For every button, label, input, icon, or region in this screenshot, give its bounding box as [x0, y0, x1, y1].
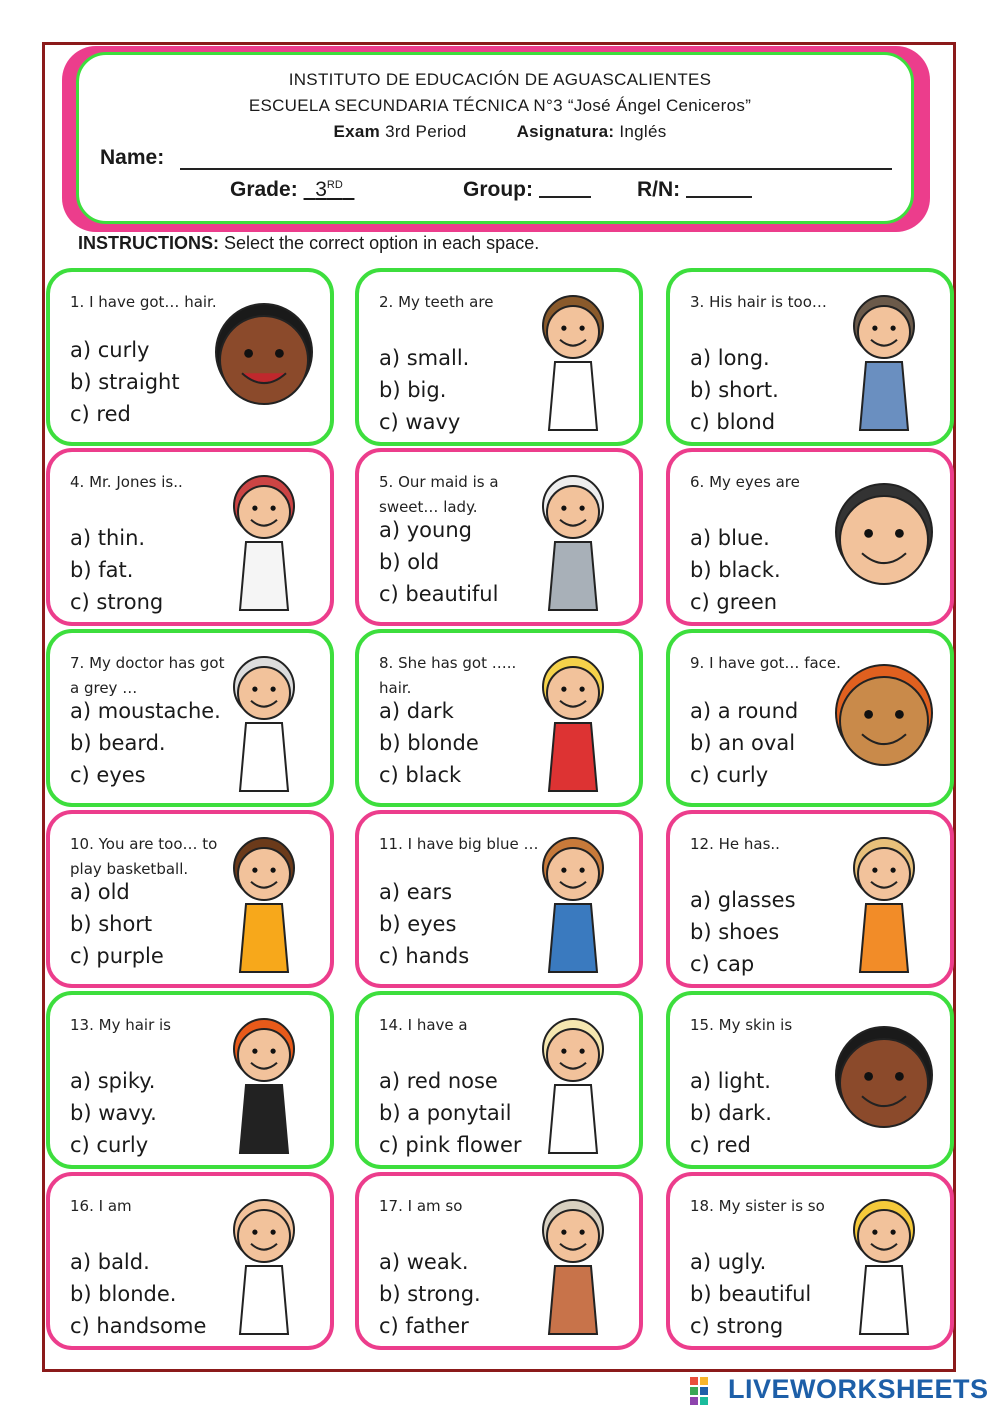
dark-skin-boy-illustration	[822, 1013, 940, 1155]
answer-option[interactable]: a) thin.	[70, 526, 146, 550]
answer-option[interactable]: a) spiky.	[70, 1069, 156, 1093]
question-prompt: 16. I am	[70, 1197, 132, 1215]
blonde-woman-gardening-illustration	[511, 651, 629, 793]
answer-option[interactable]: b) dark.	[690, 1101, 772, 1125]
answer-option[interactable]: a) long.	[690, 346, 770, 370]
answer-option[interactable]: b) fat.	[70, 558, 134, 582]
answer-option[interactable]: c) black	[379, 763, 462, 787]
answer-options	[70, 876, 164, 972]
answer-option[interactable]: a) young	[379, 518, 472, 542]
question-prompt: 17. I am so	[379, 1197, 463, 1215]
answer-option[interactable]: b) short.	[690, 378, 779, 402]
question-card-4	[46, 448, 334, 626]
answer-option[interactable]: a) dark	[379, 699, 454, 723]
answer-option[interactable]: c) pink flower	[379, 1133, 522, 1157]
group-blank[interactable]	[539, 178, 591, 198]
answer-options	[690, 342, 779, 438]
answer-options	[690, 695, 798, 791]
grade-label: Grade:	[230, 178, 298, 201]
answer-options	[70, 695, 221, 791]
question-prompt: 11. I have big blue …	[379, 835, 539, 853]
fat-man-on-scale-illustration	[202, 470, 320, 612]
answer-options	[690, 884, 796, 980]
answer-option[interactable]: c) curly	[690, 763, 769, 787]
instructions-label: INSTRUCTIONS:	[78, 233, 219, 253]
answer-option[interactable]: b) strong.	[379, 1282, 481, 1306]
answer-option[interactable]: c) handsome	[70, 1314, 207, 1338]
answer-option[interactable]: c) curly	[70, 1133, 149, 1157]
question-card-16	[46, 1172, 334, 1350]
question-prompt: 7. My doctor has got a grey …	[70, 654, 225, 697]
answer-options	[379, 1246, 481, 1342]
curly-hair-boy-illustration	[202, 290, 320, 432]
bald-man-goatee-illustration	[822, 470, 940, 612]
name-field[interactable]	[180, 168, 892, 170]
exam-label: Exam	[333, 122, 381, 141]
bald-man-bowtie-illustration	[202, 1194, 320, 1336]
question-prompt: 15. My skin is	[690, 1016, 793, 1034]
answer-option[interactable]: c) wavy	[379, 410, 461, 434]
rn-field[interactable]	[637, 178, 752, 202]
question-prompt: 4. Mr. Jones is..	[70, 473, 183, 491]
answer-option[interactable]: b) blonde.	[70, 1282, 177, 1306]
answer-option[interactable]: b) shoes	[690, 920, 780, 944]
answer-options	[379, 514, 498, 610]
boy-with-cap-illustration	[511, 832, 629, 974]
question-card-8	[355, 629, 643, 807]
answer-option[interactable]: b) a ponytail	[379, 1101, 512, 1125]
question-card-3	[666, 268, 954, 446]
answer-option[interactable]: b) black.	[690, 558, 781, 582]
question-card-12	[666, 810, 954, 988]
big-teeth-man-illustration	[511, 290, 629, 432]
question-prompt: 3. His hair is too…	[690, 293, 827, 311]
question-card-5	[355, 448, 643, 626]
question-prompt: 10. You are too… to play basketball.	[70, 835, 218, 878]
blonde-girl-ponytail-illustration	[822, 1194, 940, 1336]
answer-option[interactable]: a) red nose	[379, 1069, 498, 1093]
answer-option[interactable]: a) blue.	[690, 526, 770, 550]
answer-options	[690, 522, 781, 618]
answer-option[interactable]: c) blond	[690, 410, 776, 434]
answer-option[interactable]: b) eyes	[379, 912, 457, 936]
answer-option[interactable]: b) beautiful	[690, 1282, 812, 1306]
answer-option[interactable]: c) red	[690, 1133, 751, 1157]
answer-option[interactable]: a) a round	[690, 699, 799, 723]
answer-option[interactable]: c) red	[70, 402, 131, 426]
question-prompt: 6. My eyes are	[690, 473, 800, 491]
long-hair-man-illustration	[822, 290, 940, 432]
grade-field	[230, 178, 354, 202]
answer-option[interactable]: a) ears	[379, 880, 453, 904]
old-lady-ironing-illustration	[511, 470, 629, 612]
answer-option[interactable]: c) purple	[70, 944, 164, 968]
answer-option[interactable]: c) strong	[70, 590, 164, 614]
answer-option[interactable]: a) small.	[379, 346, 470, 370]
doctor-moustache-illustration	[202, 651, 320, 793]
question-prompt: 13. My hair is	[70, 1016, 171, 1034]
name-label: Name:	[100, 146, 165, 169]
answer-option[interactable]: c) cap	[690, 952, 755, 976]
answer-option[interactable]: a) moustache.	[70, 699, 221, 723]
answer-option[interactable]: c) father	[379, 1314, 469, 1338]
institute-name: INSTITUTO DE EDUCACIÓN DE AGUASCALIENTES	[288, 70, 712, 89]
question-prompt: 9. I have got… face.	[690, 654, 841, 672]
question-prompt: 2. My teeth are	[379, 293, 494, 311]
answer-option[interactable]: a) weak.	[379, 1250, 469, 1274]
tall-and-short-kids-illustration	[202, 832, 320, 974]
question-prompt: 1. I have got… hair.	[70, 293, 217, 311]
answer-option[interactable]: a) ugly.	[690, 1250, 767, 1274]
girl-with-flower-illustration	[511, 1013, 629, 1155]
liveworksheets-wordmark: LIVEWORKSHEETS	[728, 1374, 989, 1404]
question-prompt: 8. She has got ….. hair.	[379, 654, 517, 697]
rn-label: R/N:	[637, 178, 681, 201]
question-card-7	[46, 629, 334, 807]
question-card-9	[666, 629, 954, 807]
answer-option[interactable]: a) light.	[690, 1069, 771, 1093]
question-prompt: 12. He has..	[690, 835, 780, 853]
answer-option[interactable]: b) big.	[379, 378, 447, 402]
grade-value: 3RD	[315, 178, 343, 201]
answer-options	[70, 1065, 157, 1161]
answer-option[interactable]: b) short	[70, 912, 153, 936]
answer-option[interactable]: b) wavy.	[70, 1101, 157, 1125]
answer-option[interactable]: b) an oval	[690, 731, 796, 755]
question-card-14	[355, 991, 643, 1169]
question-prompt: 18. My sister is so	[690, 1197, 825, 1215]
answer-option[interactable]: c) strong	[690, 1314, 784, 1338]
group-label: Group:	[463, 178, 533, 201]
instructions-text: Select the correct option in each space.	[224, 233, 540, 253]
answer-option[interactable]: a) curly	[70, 338, 150, 362]
answer-options	[379, 695, 479, 791]
liveworksheets-icon	[688, 1374, 722, 1408]
answer-option[interactable]: c) green	[690, 590, 778, 614]
answer-option[interactable]: b) blonde	[379, 731, 479, 755]
answer-option[interactable]: b) straight	[70, 370, 180, 394]
answer-options	[379, 342, 469, 438]
answer-option[interactable]: a) old	[70, 880, 130, 904]
liveworksheets-logo	[688, 1374, 988, 1408]
man-with-glasses-reading-illustration	[822, 832, 940, 974]
answer-options	[70, 334, 180, 430]
question-card-13	[46, 991, 334, 1169]
spiky-hair-punk-illustration	[202, 1013, 320, 1155]
exam-info	[0, 122, 1000, 142]
answer-options	[379, 876, 469, 972]
exam-value: 3rd Period	[385, 122, 467, 141]
question-card-6	[666, 448, 954, 626]
answer-option[interactable]: c) hands	[379, 944, 470, 968]
answer-options	[379, 1065, 522, 1161]
subject-value: Inglés	[619, 122, 667, 141]
answer-options	[690, 1065, 772, 1161]
school-name: ESCUELA SECUNDARIA TÉCNICA N°3 “José Ángel Ceniceros”	[248, 96, 752, 115]
answer-option[interactable]: a) glasses	[690, 888, 796, 912]
round-face-girl-illustration	[822, 651, 940, 793]
rn-blank[interactable]	[686, 178, 752, 198]
question-prompt: 14. I have a	[379, 1016, 468, 1034]
subject-label: Asignatura:	[516, 122, 615, 141]
question-card-1	[46, 268, 334, 446]
question-card-15	[666, 991, 954, 1169]
answer-option[interactable]: b) old	[379, 550, 440, 574]
answer-option[interactable]: b) beard.	[70, 731, 166, 755]
group-field[interactable]	[463, 178, 591, 202]
question-card-17	[355, 1172, 643, 1350]
instructions	[78, 233, 539, 254]
question-card-11	[355, 810, 643, 988]
question-prompt: 5. Our maid is a sweet… lady.	[379, 473, 499, 516]
answer-option[interactable]: c) beautiful	[379, 582, 499, 606]
answer-option[interactable]: c) eyes	[70, 763, 146, 787]
answer-option[interactable]: a) bald.	[70, 1250, 150, 1274]
answer-options	[70, 1246, 206, 1342]
question-card-18	[666, 1172, 954, 1350]
strong-man-weights-illustration	[511, 1194, 629, 1336]
question-card-10	[46, 810, 334, 988]
question-card-2	[355, 268, 643, 446]
answer-options	[70, 522, 163, 618]
answer-options	[690, 1246, 811, 1342]
